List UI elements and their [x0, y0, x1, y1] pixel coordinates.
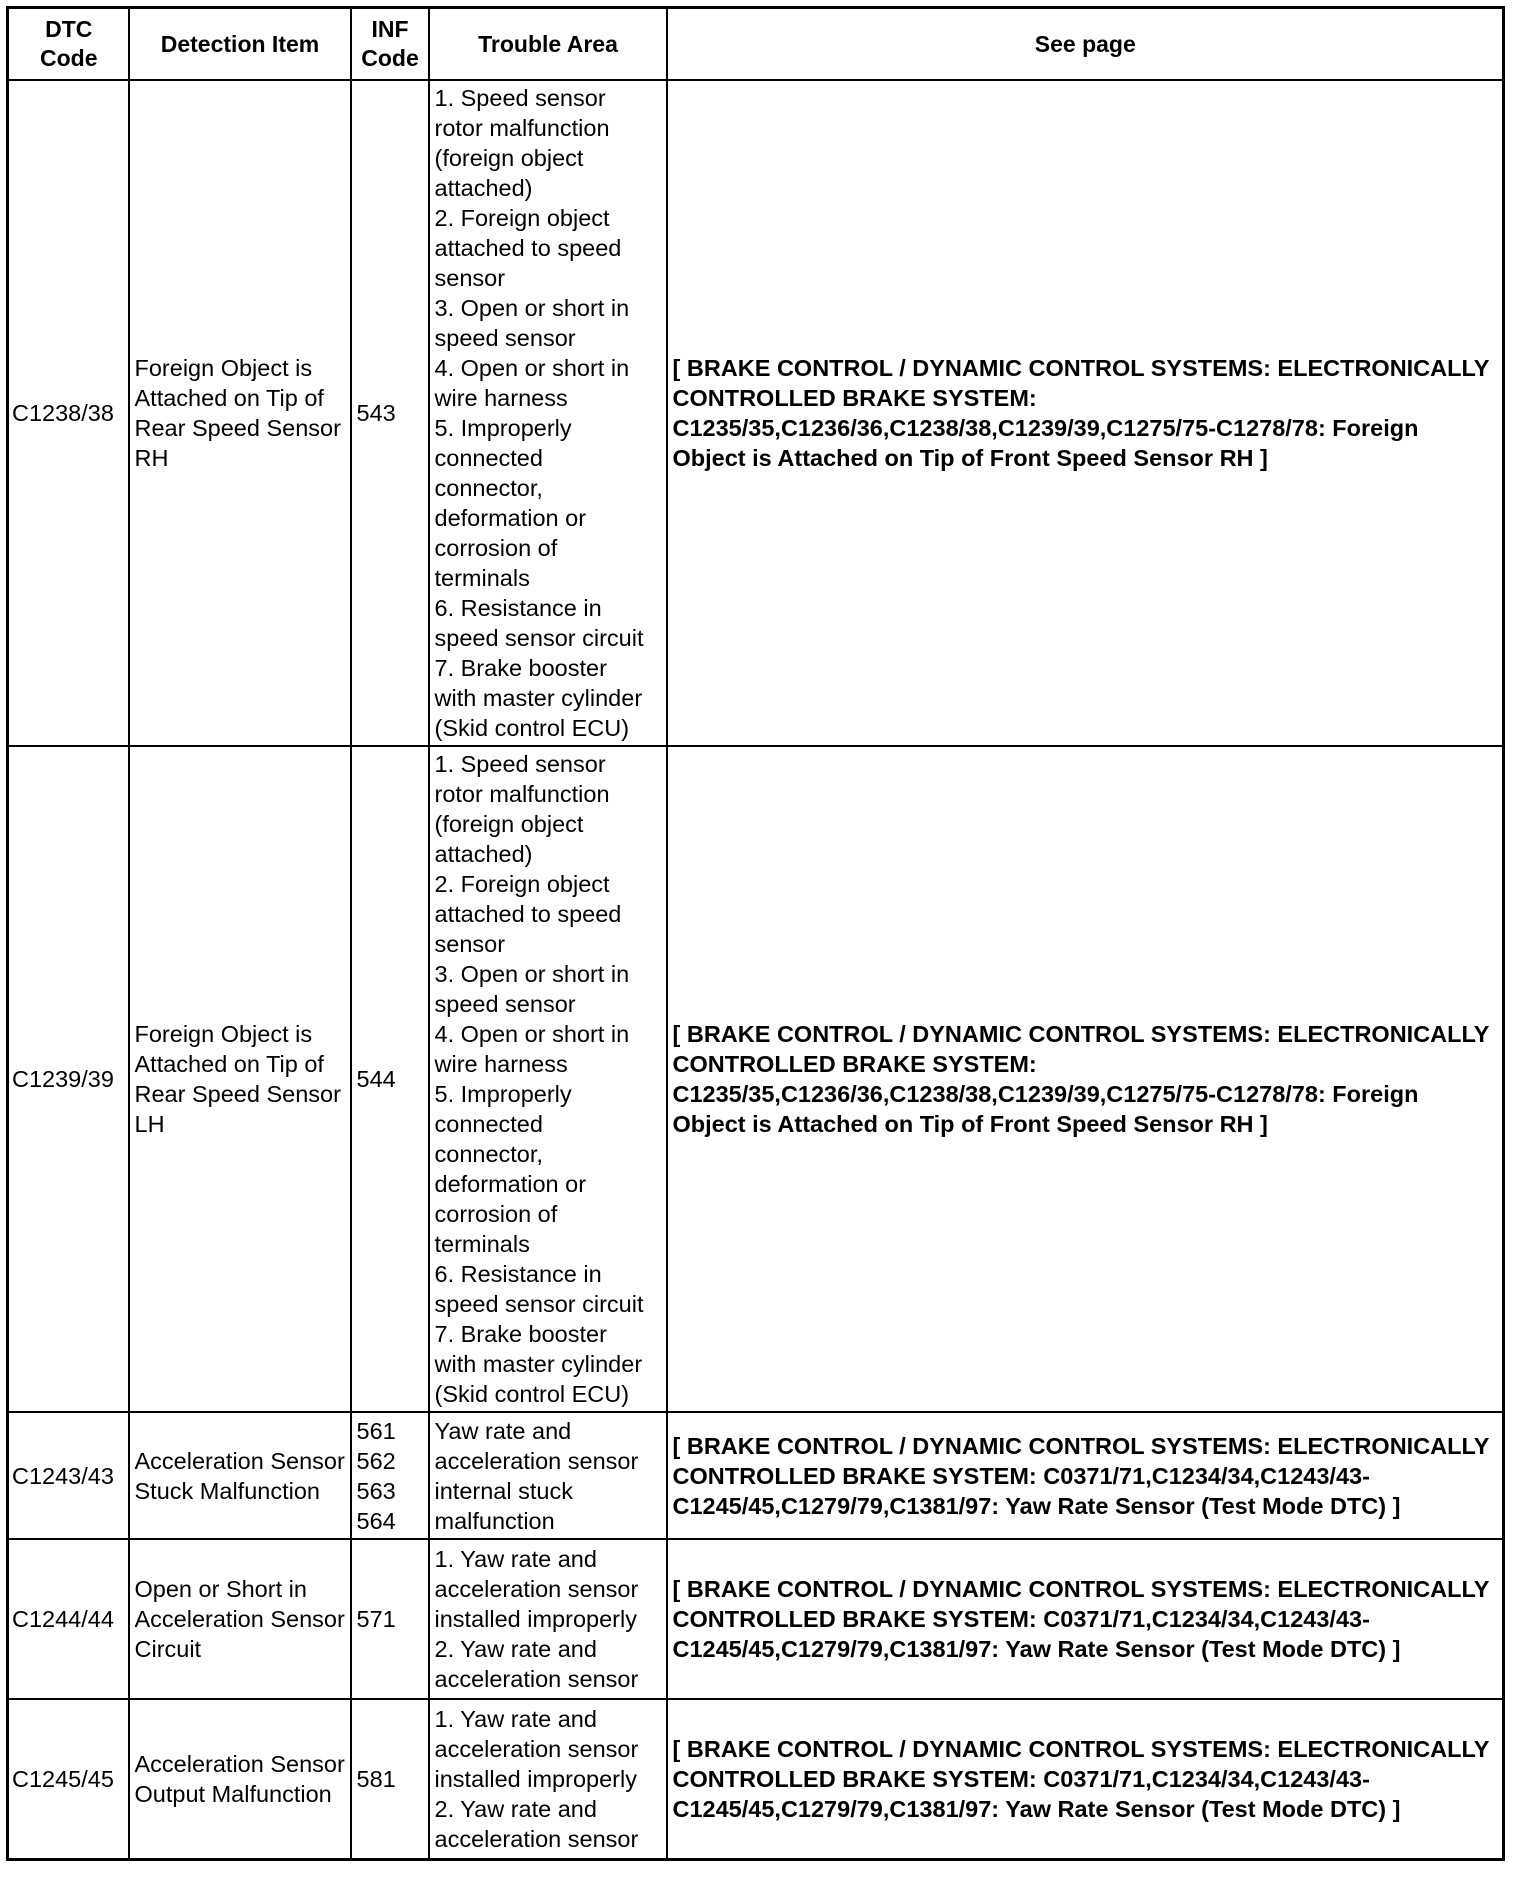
table-row	[8, 746, 1504, 1412]
detection-item-cell: Acceleration Sensor Output Malfunction	[129, 1699, 351, 1860]
header-see-page: See page	[667, 8, 1504, 81]
table-header-row	[8, 8, 1504, 81]
table-row	[8, 1539, 1504, 1699]
trouble-area-cell: 1. Speed sensor rotor malfunction (foreign object attached) 2. Foreign object attached to speed sensor 3. Open or short in speed sensor 4. Open or short in wire harness 5. Improperly connected connector, deformation or corrosion of terminals 6. Resistance in speed sensor circuit 7. Brake booster with master cylinder (Skid control ECU)	[429, 746, 667, 1412]
detection-item-cell: Acceleration Sensor Stuck Malfunction	[129, 1412, 351, 1539]
header-detection-item: Detection Item	[129, 8, 351, 81]
inf-code-cell: 544	[351, 746, 429, 1412]
trouble-area-cell: Yaw rate and acceleration sensor internal stuck malfunction	[429, 1412, 667, 1539]
table-row	[8, 1699, 1504, 1860]
table-row	[8, 1412, 1504, 1539]
dtc-code-cell: C1238/38	[8, 80, 129, 746]
inf-code-cell: 581	[351, 1699, 429, 1860]
inf-code-cell: 571	[351, 1539, 429, 1699]
inf-code-cell: 543	[351, 80, 429, 746]
header-dtc-code: DTC Code	[8, 8, 129, 81]
trouble-area-cell: 1. Yaw rate and acceleration sensor installed improperly 2. Yaw rate and acceleration sensor	[429, 1539, 667, 1699]
dtc-code-cell: C1245/45	[8, 1699, 129, 1860]
detection-item-cell: Foreign Object is Attached on Tip of Rear Speed Sensor LH	[129, 746, 351, 1412]
header-trouble-area: Trouble Area	[429, 8, 667, 81]
dtc-table	[6, 6, 1505, 1861]
table-row	[8, 80, 1504, 746]
inf-code-cell: 561 562 563 564	[351, 1412, 429, 1539]
see-page-link[interactable]: [ BRAKE CONTROL / DYNAMIC CONTROL SYSTEMS: ELECTRONICALLY CONTROLLED BRAKE SYSTEM: C1235/35,C1236/36,C1238/38,C1239/39,C1275/75-C1278/78: Foreign Object is Attached on Tip of Front Speed Sensor RH ]	[667, 80, 1504, 746]
see-page-link[interactable]: [ BRAKE CONTROL / DYNAMIC CONTROL SYSTEMS: ELECTRONICALLY CONTROLLED BRAKE SYSTEM: C0371/71,C1234/34,C1243/43-C1245/45,C1279/79,C1381/97: Yaw Rate Sensor (Test Mode DTC) ]	[667, 1539, 1504, 1699]
detection-item-cell: Foreign Object is Attached on Tip of Rear Speed Sensor RH	[129, 80, 351, 746]
see-page-link[interactable]: [ BRAKE CONTROL / DYNAMIC CONTROL SYSTEMS: ELECTRONICALLY CONTROLLED BRAKE SYSTEM: C0371/71,C1234/34,C1243/43-C1245/45,C1279/79,C1381/97: Yaw Rate Sensor (Test Mode DTC) ]	[667, 1699, 1504, 1860]
dtc-code-cell: C1243/43	[8, 1412, 129, 1539]
dtc-code-cell: C1244/44	[8, 1539, 129, 1699]
see-page-link[interactable]: [ BRAKE CONTROL / DYNAMIC CONTROL SYSTEMS: ELECTRONICALLY CONTROLLED BRAKE SYSTEM: C0371/71,C1234/34,C1243/43-C1245/45,C1279/79,C1381/97: Yaw Rate Sensor (Test Mode DTC) ]	[667, 1412, 1504, 1539]
see-page-link[interactable]: [ BRAKE CONTROL / DYNAMIC CONTROL SYSTEMS: ELECTRONICALLY CONTROLLED BRAKE SYSTEM: C1235/35,C1236/36,C1238/38,C1239/39,C1275/75-C1278/78: Foreign Object is Attached on Tip of Front Speed Sensor RH ]	[667, 746, 1504, 1412]
dtc-code-cell: C1239/39	[8, 746, 129, 1412]
trouble-area-cell: 1. Yaw rate and acceleration sensor installed improperly 2. Yaw rate and acceleration sensor	[429, 1699, 667, 1860]
trouble-area-cell: 1. Speed sensor rotor malfunction (foreign object attached) 2. Foreign object attached to speed sensor 3. Open or short in speed sensor 4. Open or short in wire harness 5. Improperly connected connector, deformation or corrosion of terminals 6. Resistance in speed sensor circuit 7. Brake booster with master cylinder (Skid control ECU)	[429, 80, 667, 746]
header-inf-code: INF Code	[351, 8, 429, 81]
detection-item-cell: Open or Short in Acceleration Sensor Circuit	[129, 1539, 351, 1699]
